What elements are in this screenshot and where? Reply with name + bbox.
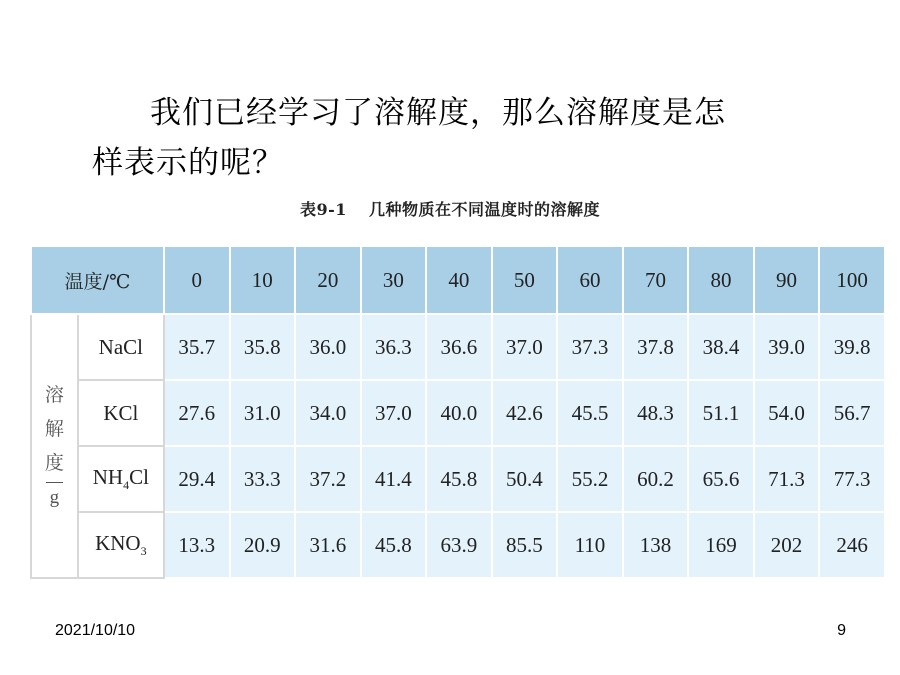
- solubility-value: 39.8: [819, 314, 885, 380]
- solubility-value: 246: [819, 512, 885, 578]
- solubility-value: 36.6: [426, 314, 492, 380]
- solubility-value: 39.0: [754, 314, 820, 380]
- table-caption: [0, 197, 900, 220]
- solubility-value: 77.3: [819, 446, 885, 512]
- temperature-col-header: 60: [557, 246, 623, 314]
- substance-label: [78, 512, 164, 578]
- group-label-char: 解: [44, 418, 64, 440]
- temperature-col-header: 90: [754, 246, 820, 314]
- solubility-value: 36.0: [295, 314, 361, 380]
- solubility-value: 202: [754, 512, 820, 578]
- solubility-value: 29.4: [164, 446, 230, 512]
- solubility-value: 31.6: [295, 512, 361, 578]
- solubility-value: 31.0: [230, 380, 296, 446]
- solubility-value: 110: [557, 512, 623, 578]
- solubility-value: 55.2: [557, 446, 623, 512]
- table-row: [31, 512, 885, 578]
- temperature-col-header: 20: [295, 246, 361, 314]
- solubility-value: 56.7: [819, 380, 885, 446]
- table-caption-number: 表9-1: [299, 200, 347, 219]
- solubility-value: 63.9: [426, 512, 492, 578]
- formula-part: KCl: [103, 400, 139, 425]
- solubility-value: 45.8: [361, 512, 427, 578]
- solubility-value: 40.0: [426, 380, 492, 446]
- solubility-value: 41.4: [361, 446, 427, 512]
- solubility-value: 38.4: [688, 314, 754, 380]
- solubility-value: 54.0: [754, 380, 820, 446]
- temperature-col-header: 80: [688, 246, 754, 314]
- substance-label: [78, 314, 164, 380]
- temperature-col-header: 100: [819, 246, 885, 314]
- substance-label: [78, 380, 164, 446]
- solubility-value: 37.8: [623, 314, 689, 380]
- intro-text: [92, 88, 792, 188]
- formula-part: NH: [92, 464, 124, 489]
- solubility-value: 51.1: [688, 380, 754, 446]
- table-row: [31, 380, 885, 446]
- solubility-value: 45.5: [557, 380, 623, 446]
- footer-date: 2021/10/10: [55, 622, 136, 639]
- table-body: [31, 314, 885, 578]
- temperature-col-header: 50: [492, 246, 558, 314]
- solubility-value: 37.0: [361, 380, 427, 446]
- formula-part: Cl: [129, 464, 149, 489]
- table-row: [31, 314, 885, 380]
- temperature-col-header: 30: [361, 246, 427, 314]
- formula-part: KNO: [95, 530, 141, 555]
- solubility-value: 37.3: [557, 314, 623, 380]
- solubility-value: 48.3: [623, 380, 689, 446]
- temperature-col-header: 10: [230, 246, 296, 314]
- solubility-value: 42.6: [492, 380, 558, 446]
- temperature-col-header: 40: [426, 246, 492, 314]
- solubility-value: 35.7: [164, 314, 230, 380]
- solubility-table: [30, 245, 886, 579]
- solubility-value: 85.5: [492, 512, 558, 578]
- solubility-value: 13.3: [164, 512, 230, 578]
- temperature-col-header: 0: [164, 246, 230, 314]
- solubility-value: 33.3: [230, 446, 296, 512]
- solubility-unit: g: [46, 482, 64, 513]
- solubility-value: 169: [688, 512, 754, 578]
- intro-line-1: 我们已经学习了溶解度，那么溶解度是怎: [150, 95, 726, 131]
- solubility-value: 138: [623, 512, 689, 578]
- table-header-row: [31, 246, 885, 314]
- solubility-value: 35.8: [230, 314, 296, 380]
- intro-line-2: 样表示的呢？: [92, 145, 284, 181]
- temperature-header: 温度/℃: [31, 246, 164, 314]
- solubility-value: 50.4: [492, 446, 558, 512]
- solubility-value: 45.8: [426, 446, 492, 512]
- group-label-char: 度: [44, 452, 64, 474]
- solubility-group-label: [31, 314, 78, 578]
- formula-subscript: 4: [123, 478, 130, 493]
- group-label-char: 溶: [44, 384, 64, 406]
- solubility-value: 20.9: [230, 512, 296, 578]
- solubility-value: 27.6: [164, 380, 230, 446]
- page-number: 9: [837, 622, 846, 639]
- solubility-value: 37.2: [295, 446, 361, 512]
- formula-part: NaCl: [98, 334, 143, 359]
- table-row: [31, 446, 885, 512]
- solubility-value: 60.2: [623, 446, 689, 512]
- solubility-value: 71.3: [754, 446, 820, 512]
- substance-label: [78, 446, 164, 512]
- formula-subscript: 3: [140, 544, 147, 559]
- solubility-value: 37.0: [492, 314, 558, 380]
- solubility-value: 65.6: [688, 446, 754, 512]
- solubility-value: 36.3: [361, 314, 427, 380]
- temperature-col-header: 70: [623, 246, 689, 314]
- table-caption-title: 几种物质在不同温度时的溶解度: [368, 200, 600, 219]
- solubility-value: 34.0: [295, 380, 361, 446]
